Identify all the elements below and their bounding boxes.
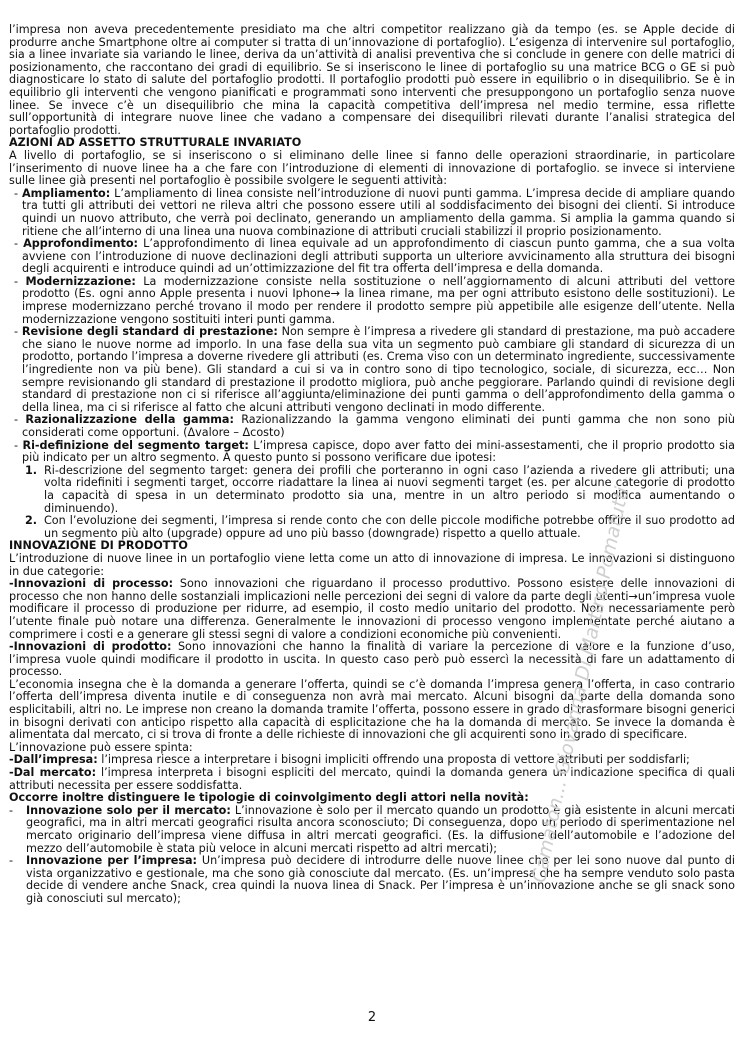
list-item: - Modernizzazione: La modernizzazione consiste nella sostituzione o nell’aggiornamento di alcuni attributi del vettore prodotto (Es. ogni anno Apple presenta i nuovi Iphone→ la linea rimane, ma per ogni attributo esistono delle sostituzioni). Le imprese modernizzano perché trovano il modo per rendere il prodotto sempre più appetibile alle esigenze dell’utente. Nella modernizzazione vengono sostituiti interi punti gamma. [14,274,735,326]
spinta-intro: L’innovazione può essere spinta: [9,740,193,754]
list-item: - Revisione degli standard di prestazione: Non sempre è l’impresa a rivedere gli standard di prestazione, ma può accadere che siano le nuove norme ad imporlo. In una fase della sua vita un segmento può cambiare gli standard di sicurezza di un prodotto, portando l’impresa a doverne rivedere gli attributi (es. Crema viso con un determinato ingrediente, successivamente l’ingrediente non va più bene). Gli standard a cui si va in contro sono di tipo tecnologico, sociale, di sicurezza, ecc… Non sempre revisionando gli standard di prestazione il prodotto migliora, può anche peggiorare. Parlando quindi di revisione degli standard di prestazione non ci si riferisce all’aggiunta/eliminazione dei punti gamma o dell’approfondimento della gamma o della linea, ma ci si riferisce al fatto che alcuni attributi vengono declinati in modo differente. [14,325,735,414]
intro-paragraph: l’impresa non aveva precedentemente presidiato ma che altri competitor realizzano già da tempo (es. se Apple decide di produrre anche Smartphone oltre ai computer si tratta di un’innovazione di portafoglio). L’esigenza di intervenire sul portafoglio, sia a linee invariate sia variando le linee, deriva da un’attività di analisi preventiva che si conclude in genere con delle matrici di posizionamento, che raccontano dei gradi di equilibrio. Se si inseriscono le linee di portafoglio su una matrice BCG o GE si può diagnosticare lo stato di salute del portafoglio prodotti. Il portafoglio prodotti può essere in equilibrio o in disequilibrio. Se è in equilibrio gli interventi che vengono pianificati e programmati sono interventi che presuppongono un portafoglio senza nuove linee. Se invece c’è un disequilibrio che mina la capacità competitiva dell’impresa nel medio termine, essa riflette sull’opportunità di integrare nuove linee che vadano a compensare dei disequilibri rilevati durante l’analisi strategica del portafoglio prodotti. [9,23,735,137]
list-item: - Approfondimento: L’approfondimento di linea equivale ad un approfondimento di ciascun punto gamma, che a sua volta avviene con l’introduzione di nuove declinazioni degli attributi supporta un ulteriore avvicinamento alla struttura dei bisogni degli acquirenti e introduce quindi ad un’ottimizzazione del fit tra offerta dell’impresa e della domanda. [14,237,736,276]
list-item: - Ri-definizione del segmento target: L’impresa capisce, dopo aver fatto dei mini-assestamenti, che il proprio prodotto sia più indicato per un altro segmento. A questo punto si possono verificare due ipotesi: [14,438,736,465]
list-item: - Innovazione per l’impresa: Un’impresa può decidere di introdurre delle nuove linee che per lei sono nuove dal punto di vista organizzativo e gestionale, ma che sono già conosciute dal mercato. (Es. un’impresa che ha sempre venduto solo pasta decide di vendere anche Snack, crea quindi la nuova linea di Snack. Per l’impresa è un’innovazione anche se gli snack sono già conosciuti sul mercato); [9,854,735,905]
list-item: -Dal mercato: l’impresa interpreta i bisogni espliciti del mercato, quindi la domanda genera un’indicazione specifica di quali attributi necessita per essere soddisfatta. [9,766,735,792]
section-heading-innovazione: INNOVAZIONE DI PRODOTTO [9,539,188,553]
innovazione-intro-paragraph: L’introduzione di nuove linee in un portafoglio viene letta come un atto di innovazione di impresa. Le innovazioni si distinguono in due categorie: [9,551,735,578]
numbered-item: 1. Ri-descrizione del segmento target: genera dei profili che porteranno in ogni caso l’azienda a rivedere gli attributi; una volta ridefiniti i segmenti target, occorre riadattare la linea ai nuovi segmenti target (es. per alcune categorie di prodotto la capacità di spesa in un determinato prodotto sia una, mentre in un altro periodo si modifica aumentando o diminuendo). [25,463,735,515]
economia-paragraph: L’economia insegna che è la domanda a generare l’offerta, quindi se c’è domanda l’impresa genera l’offerta, in caso contrario l’offerta dell’impresa diventa inutile e di conseguenza non avrà mai mercato. Alcuni bisogni da parte della domanda sono esplicitabili, altri no. Le imprese non creano la domanda tramite l’offerta, possono essere in grado di trasformare bisogni generici in bisogni derivati con anticipo rispetto alla capacità di esplicitazione che ha la domanda di mercato. Se invece la domanda è alimentata dal mercato, ci si trova di fronte a delle richieste di innovazioni che gli acquirenti sono in grado di specificare. [9,677,735,742]
azioni-intro-paragraph: A livello di portafoglio, se si inseriscono o si eliminano delle linee si fanno delle operazioni straordinarie, in particolare l’inserimento di nuove linee ha a che fare con l’introduzione di elementi di innovazione di portafoglio. se invece si interviene sulle linee già presenti nel portafoglio è possibile svolgere le seguenti attività: [9,148,735,188]
numbered-item: 2. Con l’evoluzione dei segmenti, l’impresa si rende conto che con delle piccole modifiche potrebbe offrire il suo prodotto ad un segmento più alto (upgrade) oppure ad uno più basso (downgrade) rispetto a quello attuale. [25,514,735,540]
section-heading-coinvolgimento: Occorre inoltre distinguere le tipologie di coinvolgimento degli attori nella novità: [9,791,529,805]
list-item: -Dall’impresa: l’impresa riesce a interpretare i bisogni impliciti offrendo una proposta di vettore attributi per soddisfarli; [9,753,690,767]
activity-list [9,188,735,541]
document-body [9,24,735,906]
list-item: -Innovazioni di prodotto: Sono innovazioni che hanno la finalità di variare la percezione di valore e la funzione d’uso, l’impresa vuole quindi modificare il prodotto in uscita. In questo caso però può essercì la necessità di fare un adattamento di processo. [9,640,735,679]
watermark-text: Camaton... Giovanna Di Martino Pomatutti [528,485,634,885]
list-item: - Razionalizzazione della gamma: Razionalizzando la gamma vengono eliminati dei punti gamma che non sono più considerati come opportuni. (Δvalore – Δcosto) [14,413,735,439]
list-item: -Innovazioni di processo: Sono innovazioni che riguardano il processo produttivo. Possono esistere delle innovazioni di processo che non hanno delle sostanziali implicazioni nelle percezioni dei segni di valore da parte degli utenti→un’impresa vuole modificare il processo di produzione per ridurre, ad esempio, il costo medio unitario del prodotto. Non necessariamente però l’utente finale può notare una differenza. Generalmente le innovazioni di processo vengono implementate perché aiutano a comprimere i costi e a generare gli stessi segni di valore a condizioni economiche più convenienti. [9,577,736,641]
list-item: - Ampliamento: L’ampliamento di linea consiste nell’introduzione di nuovi punti gamma. L’impresa decide di ampliare quando tra tutti gli attributi dei vettori ne rileva altri che possono essere utili al soddisfacimento dei bisogni dei clienti. Si introduce quindi un nuovo attributo, che verrà poi declinato, generando un ampliamento della gamma. Si amplia la gamma quando si ritiene che all’interno di una linea una nuova combinazione di attributi cruciali stabilizzi il proprio posizionamento. [14,186,736,238]
section-heading-azioni: AZIONI AD ASSETTO STRUTTURALE INVARIATO [9,136,302,150]
page-number: 2 [367,1010,377,1025]
list-item: - Innovazione solo per il mercato: L’innovazione è solo per il mercato quando un prodotto è già esistente in alcuni mercati geografici, ma in altri mercati geografici risulta ancora sconosciuto; Di conseguenza, dopo un periodo di sperimentazione nel mercato originario dell’impresa viene diffusa in altri mercati geografici. (Es. la diffusione dell’automobile e l’adozione del mezzo dell’automobile è stata più veloce in alcuni mercati rispetto ad altri mercati); [9,803,735,855]
